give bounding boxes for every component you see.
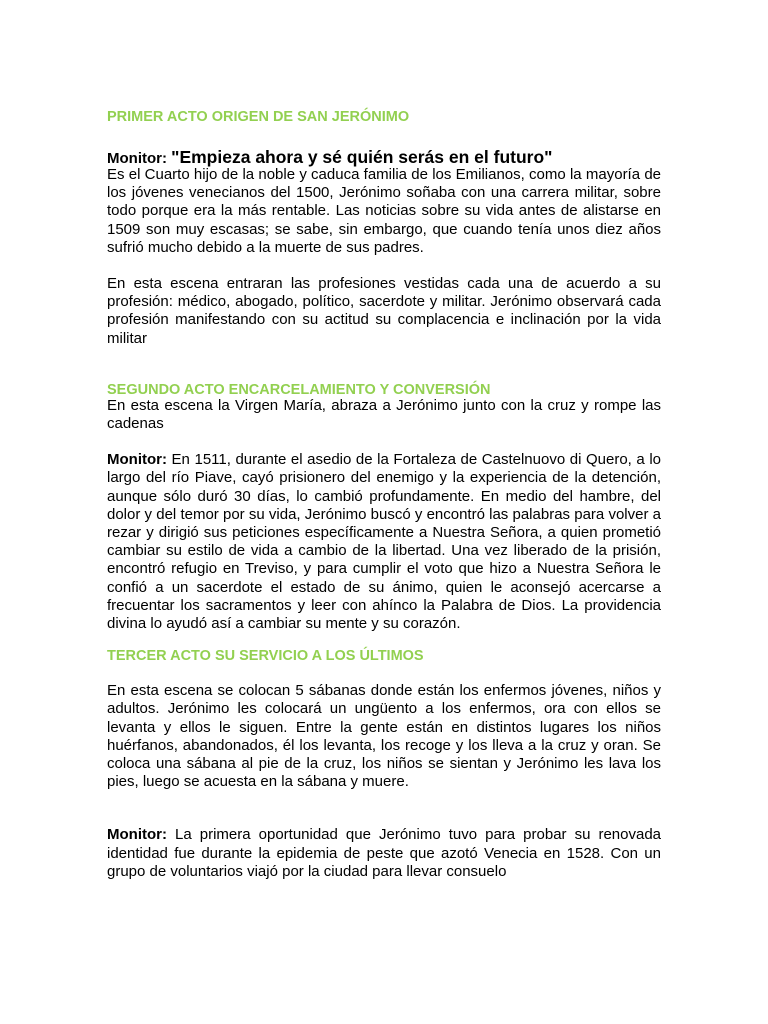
section-heading-segundo-acto: SEGUNDO ACTO ENCARCELAMIENTO Y CONVERSIÓN <box>107 381 491 398</box>
monitor-quote: "Empieza ahora y sé quién serás en el futuro" <box>171 147 553 167</box>
document-page <box>107 108 661 881</box>
paragraph-monitor-encarcelamiento <box>107 451 661 633</box>
monitor-text: La primera oportunidad que Jerónimo tuvo para probar su renovada identidad fue durante la epidemia de peste que azotó Venecia en 1528. Con un grupo de voluntarios viajó por la ciudad para llevar consuelo <box>107 826 661 880</box>
paragraph-escena-sabanas: En esta escena se colocan 5 sábanas donde están los enfermos jóvenes, niños y adultos. Jerónimo les colocará un ungüento a los enfermos, ora con ellos se levanta y ellos le siguen. Entre la gente están en distintos lugares los niños huérfanos, abandonados, él los levanta, los recoge y los lleva a la cruz y oran. Se coloca una sábana al pie de la cruz, los niños se sientan y Jerónimo les lava los pies, luego se acuesta en la sábana y muere. <box>107 682 661 791</box>
monitor-label: Monitor: <box>107 826 167 844</box>
paragraph-monitor-peste <box>107 826 661 881</box>
monitor-label: Monitor: <box>107 150 167 167</box>
monitor-label: Monitor: <box>107 451 167 469</box>
section-heading-tercer-acto: TERCER ACTO SU SERVICIO A LOS ÚLTIMOS <box>107 648 424 665</box>
section-heading-primer-acto: PRIMER ACTO ORIGEN DE SAN JERÓNIMO <box>107 109 410 125</box>
paragraph-origen: Es el Cuarto hijo de la noble y caduca familia de los Emilianos, como la mayoría de los jóvenes venecianos del 1500, Jerónimo soñaba con una carrera militar, sobre todo porque era la más rentable. Las noticias sobre su vida antes de alistarse en 1509 son muy escasas; se sabe, sin embargo, que cuando tenía unos diez años sufrió mucho debido a la muerte de sus padres. <box>107 166 661 256</box>
monitor-text: En 1511, durante el asedio de la Fortaleza de Castelnuovo di Quero, a lo largo del río Piave, cayó prisionero del enemigo y la experiencia de la detención, aunque sólo duró 30 días, lo cambió profundamente. En medio del hambre, del dolor y del temor por su vida, Jerónimo buscó y encontró las palabras para volver a rezar y dirigió sus peticiones específicamente a Nuestra Señora, a quien prometió cambiar su estilo de vida a cambio de la libertad. Una vez liberado de la prisión, encontró refugio en Treviso, y para cumplir el voto que hizo a Nuestra Señora le confió a un sacerdote el estado de su ánimo, quien le aconsejó acercarse a frecuentar los sacramentos y leer con ahínco la Palabra de Dios. La providencia divina lo ayudó así a cambiar su mente y su corazón. <box>107 451 661 633</box>
paragraph-escena-profesiones: En esta escena entraran las profesiones vestidas cada una de acuerdo a su profesión: médico, abogado, político, sacerdote y militar. Jerónimo observará cada profesión manifestando con su actitud su complacencia e inclinación por la vida militar <box>107 275 661 347</box>
paragraph-escena-virgen: En esta escena la Virgen María, abraza a Jerónimo junto con la cruz y rompe las cadenas <box>107 396 661 433</box>
